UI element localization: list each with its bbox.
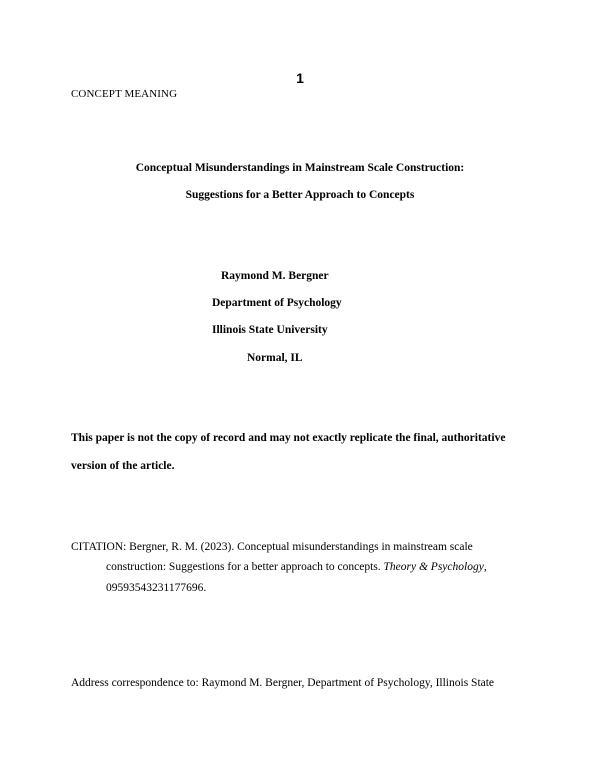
citation-line-2 (106, 561, 487, 573)
citation-line-3: 09593543231177696. (106, 582, 207, 594)
address-correspondence: Address correspondence to: Raymond M. Bergner, Department of Psychology, Illinois State (71, 677, 495, 689)
notice-line-1: This paper is not the copy of record and may not exactly replicate the final, authoritative (71, 432, 506, 444)
notice-line-2: version of the article. (71, 460, 175, 472)
citation-journal: Theory & Psychology (383, 561, 484, 573)
citation-line-2-text: construction: Suggestions for a better approach to concepts. (106, 561, 384, 573)
author-name: Raymond M. Bergner (221, 270, 329, 282)
title-line-2: Suggestions for a Better Approach to Concepts (185, 189, 415, 201)
citation-line-2-end: , (483, 561, 487, 573)
title-line-1: Conceptual Misunderstandings in Mainstream Scale Construction: (135, 162, 465, 174)
author-department: Department of Psychology (212, 297, 342, 309)
author-location: Normal, IL (247, 352, 303, 364)
author-university: Illinois State University (212, 324, 328, 336)
page-number: 1 (296, 70, 304, 86)
citation-line-1: CITATION: Bergner, R. M. (2023). Conceptual misunderstandings in mainstream scale (71, 541, 473, 553)
running-head: CONCEPT MEANING (71, 88, 178, 100)
